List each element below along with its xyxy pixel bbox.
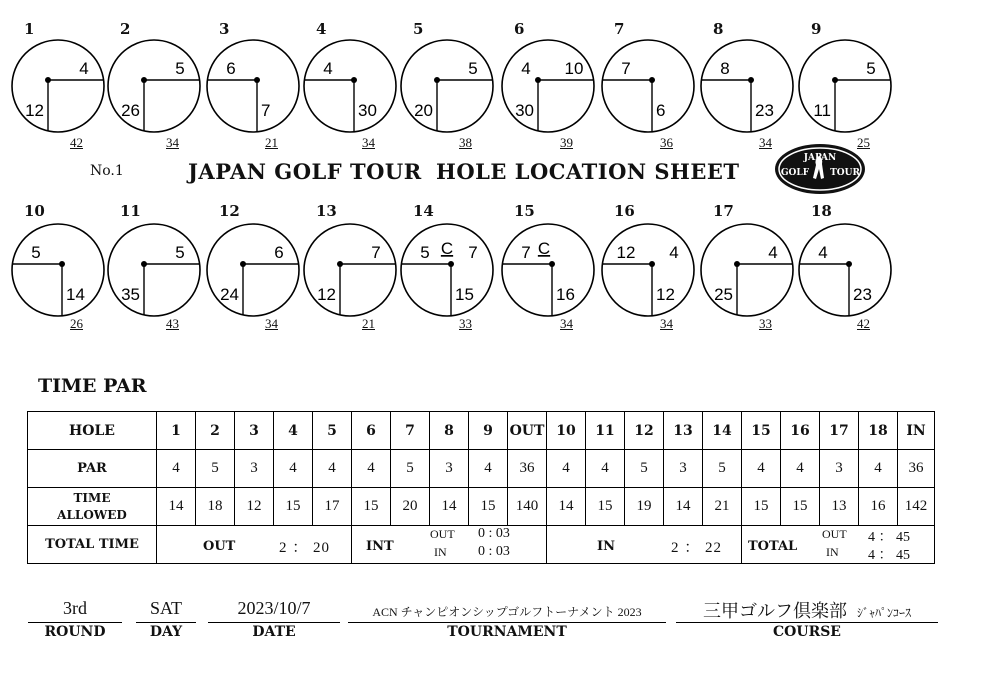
time-label-line1: TIME — [73, 490, 111, 505]
top-right-distance: 5 — [866, 59, 876, 78]
green-circle-hole-1 — [10, 38, 106, 134]
tournament-label: TOURNAMENT — [447, 624, 567, 640]
par-cell: 4 — [586, 450, 625, 488]
green-depth: 33 — [459, 316, 472, 331]
pin-position-dot — [141, 261, 147, 267]
par-cell: 4 — [157, 450, 196, 488]
green-depth: 38 — [459, 135, 472, 150]
hole-number: 15 — [514, 202, 535, 220]
total-in-label: IN — [597, 539, 615, 554]
green-depth: 34 — [166, 135, 179, 150]
green-outline — [304, 40, 396, 132]
total-time-label: TOTAL TIME — [28, 526, 157, 564]
left-distance: 12 — [317, 285, 336, 304]
hole-number: 13 — [316, 202, 337, 220]
par-cell: 5 — [703, 450, 742, 488]
int-out-value: 0 : 03 — [478, 526, 510, 541]
green-depth: 34 — [362, 135, 375, 150]
time-cell: 17 — [313, 488, 352, 526]
hole-number: 14 — [413, 202, 434, 220]
time-cell: 18 — [196, 488, 235, 526]
pin-position-dot — [45, 77, 51, 83]
int-out-label: OUT — [430, 527, 455, 541]
hole-col-in: IN — [898, 412, 935, 450]
hole-col: 3 — [235, 412, 274, 450]
green-circle-hole-9 — [797, 38, 893, 134]
top-right-distance: 7 — [468, 243, 478, 262]
hole-number: 5 — [413, 20, 424, 38]
hole-number: 4 — [316, 20, 327, 38]
date-value: 2023/10/7 — [237, 598, 311, 618]
hole-col: 11 — [586, 412, 625, 450]
par-cell: 4 — [547, 450, 586, 488]
hole-col: 4 — [274, 412, 313, 450]
hole-col: 7 — [391, 412, 430, 450]
green-outline — [401, 224, 493, 316]
time-par-table — [27, 411, 935, 564]
par-cell: 4 — [352, 450, 391, 488]
total-int-cell — [352, 526, 547, 564]
hole-col: 16 — [781, 412, 820, 450]
par-row-label: PAR — [28, 450, 157, 488]
course-value — [676, 597, 938, 623]
pin-position-dot — [549, 261, 555, 267]
time-cell: 15 — [352, 488, 391, 526]
total-total-label: TOTAL — [748, 539, 798, 554]
hole-col: 14 — [703, 412, 742, 450]
hole-row-label: HOLE — [28, 412, 157, 450]
time-cell: 12 — [235, 488, 274, 526]
top-left-distance: 4 — [521, 59, 531, 78]
hole-col: 17 — [820, 412, 859, 450]
green-circle-hole-18 — [797, 222, 893, 318]
top-left-distance: 4 — [818, 243, 828, 262]
center-marker: C — [537, 239, 551, 258]
course-name: 三甲ゴルフ倶楽部 — [702, 601, 847, 622]
par-cell: 5 — [625, 450, 664, 488]
green-outline — [207, 40, 299, 132]
green-circle-hole-13 — [302, 222, 398, 318]
green-circle-hole-4 — [302, 38, 398, 134]
pin-position-dot — [351, 77, 357, 83]
top-left-distance: 12 — [616, 243, 636, 262]
pin-position-dot — [254, 77, 260, 83]
total-total-cell — [742, 526, 935, 564]
right-distance: 23 — [755, 101, 774, 120]
top-left-distance: 6 — [226, 59, 236, 78]
total-in-value: 2 ： 22 — [671, 540, 723, 556]
hole-col: 6 — [352, 412, 391, 450]
green-outline — [602, 40, 694, 132]
green-circle-hole-11 — [106, 222, 202, 318]
hole-col: 5 — [313, 412, 352, 450]
green-circle-hole-17 — [699, 222, 795, 318]
hole-number: 3 — [219, 20, 230, 38]
par-cell: 4 — [781, 450, 820, 488]
par-cell: 4 — [469, 450, 508, 488]
hole-col: 18 — [859, 412, 898, 450]
left-distance: 24 — [220, 285, 239, 304]
pin-position-dot — [832, 77, 838, 83]
par-cell: 4 — [274, 450, 313, 488]
round-label: ROUND — [44, 624, 106, 640]
left-distance: 30 — [515, 101, 534, 120]
top-left-distance: 7 — [621, 59, 631, 78]
total-out-cell — [157, 526, 352, 564]
green-circle-hole-6 — [500, 38, 596, 134]
sheet-number: No.1 — [90, 163, 124, 179]
time-allowed-row — [28, 488, 935, 526]
tot-out-value: 4 ： 45 — [868, 530, 910, 545]
pin-position-dot — [734, 261, 740, 267]
par-cell: 3 — [664, 450, 703, 488]
time-cell: 14 — [157, 488, 196, 526]
green-depth: 34 — [265, 316, 278, 331]
tot-out-label: OUT — [822, 527, 847, 541]
par-row — [28, 450, 935, 488]
green-depth: 42 — [70, 135, 83, 150]
right-distance: 7 — [261, 101, 271, 120]
left-distance: 25 — [714, 285, 733, 304]
green-circle-hole-2 — [106, 38, 202, 134]
pin-position-dot — [535, 77, 541, 83]
time-cell: 15 — [781, 488, 820, 526]
green-outline — [12, 224, 104, 316]
right-distance: 14 — [66, 285, 85, 304]
course-label: COURSE — [773, 624, 841, 640]
top-right-distance: 4 — [669, 243, 679, 262]
hole-col-out: OUT — [508, 412, 547, 450]
time-cell-in: 142 — [898, 488, 935, 526]
pin-position-dot — [649, 261, 655, 267]
green-depth: 34 — [660, 316, 673, 331]
green-depth: 33 — [759, 316, 772, 331]
hole-number: 1 — [24, 20, 35, 38]
top-right-distance: 6 — [274, 243, 284, 262]
pin-position-dot — [141, 77, 147, 83]
jgt-logo — [773, 142, 867, 196]
pin-position-dot — [448, 261, 454, 267]
green-depth: 21 — [362, 316, 375, 331]
top-right-distance: 7 — [371, 243, 381, 262]
top-right-distance: 5 — [468, 59, 478, 78]
par-cell: 3 — [820, 450, 859, 488]
top-left-distance: 5 — [31, 243, 41, 262]
title-japan-golf-tour: JAPAN GOLF TOUR — [188, 159, 422, 184]
right-distance: 30 — [358, 101, 377, 120]
par-cell-in: 36 — [898, 450, 935, 488]
day-value: SAT — [149, 598, 182, 618]
time-cell: 19 — [625, 488, 664, 526]
right-distance: 23 — [853, 285, 872, 304]
time-cell: 15 — [469, 488, 508, 526]
green-circle-hole-10 — [10, 222, 106, 318]
pin-position-dot — [649, 77, 655, 83]
left-distance: 20 — [414, 101, 433, 120]
top-left-distance: 8 — [720, 59, 730, 78]
hole-col: 13 — [664, 412, 703, 450]
green-circle-hole-12 — [205, 222, 301, 318]
green-circle-hole-16 — [600, 222, 696, 318]
right-distance: 12 — [656, 285, 675, 304]
par-cell: 5 — [196, 450, 235, 488]
green-outline — [799, 224, 891, 316]
title-hole-location-sheet: HOLE LOCATION SHEET — [436, 159, 740, 184]
tot-in-value: 4 ： 45 — [868, 548, 910, 563]
left-distance: 26 — [121, 101, 140, 120]
logo-text-top: JAPAN — [803, 153, 837, 163]
green-depth: 42 — [857, 316, 870, 331]
par-cell: 4 — [859, 450, 898, 488]
time-cell: 15 — [274, 488, 313, 526]
int-in-value: 0 : 03 — [478, 544, 510, 559]
tournament-value: ACN チャンピオンシップゴルフトーナメント 2023 — [372, 605, 642, 619]
hole-number: 6 — [514, 20, 525, 38]
pin-position-dot — [240, 261, 246, 267]
hole-col: 15 — [742, 412, 781, 450]
tot-in-label: IN — [826, 545, 839, 559]
course-sub: ｼﾞｬﾊﾟﾝｺｰｽ — [856, 606, 911, 620]
center-marker: C — [440, 239, 454, 258]
top-right-distance: 5 — [175, 59, 185, 78]
green-circle-hole-15 — [500, 222, 596, 318]
hole-number: 8 — [713, 20, 724, 38]
hole-number: 10 — [24, 202, 45, 220]
time-cell: 15 — [742, 488, 781, 526]
par-cell: 3 — [430, 450, 469, 488]
left-distance: 35 — [121, 285, 140, 304]
hole-col: 1 — [157, 412, 196, 450]
time-cell: 21 — [703, 488, 742, 526]
green-outline — [701, 40, 793, 132]
top-right-distance: 4 — [79, 59, 89, 78]
time-cell: 16 — [859, 488, 898, 526]
time-par-heading: TIME PAR — [38, 375, 147, 397]
green-circle-hole-8 — [699, 38, 795, 134]
time-cell: 15 — [586, 488, 625, 526]
right-distance: 15 — [455, 285, 474, 304]
time-label-line2: ALLOWED — [57, 507, 127, 522]
par-cell: 5 — [391, 450, 430, 488]
green-depth: 43 — [166, 316, 179, 331]
total-in-cell — [547, 526, 742, 564]
pin-position-dot — [748, 77, 754, 83]
top-right-distance: 4 — [768, 243, 778, 262]
top-right-distance: 5 — [175, 243, 185, 262]
hole-number: 9 — [811, 20, 822, 38]
time-cell-out: 140 — [508, 488, 547, 526]
hole-col: 8 — [430, 412, 469, 450]
time-cell: 14 — [547, 488, 586, 526]
total-int-label: INT — [366, 539, 394, 554]
pin-position-dot — [846, 261, 852, 267]
par-cell-out: 36 — [508, 450, 547, 488]
hole-row — [28, 412, 935, 450]
time-cell: 13 — [820, 488, 859, 526]
left-distance: 11 — [813, 101, 831, 120]
hole-number: 12 — [219, 202, 240, 220]
green-outline — [602, 224, 694, 316]
time-cell: 20 — [391, 488, 430, 526]
pin-position-dot — [434, 77, 440, 83]
green-depth: 36 — [660, 135, 673, 150]
time-cell: 14 — [430, 488, 469, 526]
time-cell: 14 — [664, 488, 703, 526]
hole-number: 18 — [811, 202, 832, 220]
green-outline — [502, 224, 594, 316]
left-distance: 12 — [25, 101, 44, 120]
par-cell: 4 — [313, 450, 352, 488]
par-cell: 3 — [235, 450, 274, 488]
green-depth: 21 — [265, 135, 278, 150]
total-out-value: 2 ： 20 — [279, 540, 331, 556]
hole-number: 7 — [614, 20, 625, 38]
par-cell: 4 — [742, 450, 781, 488]
round-value: 3rd — [63, 598, 87, 618]
top-right-distance: 10 — [564, 59, 584, 78]
green-depth: 25 — [857, 135, 870, 150]
hole-number: 17 — [713, 202, 734, 220]
pin-position-dot — [59, 261, 65, 267]
hole-col: 12 — [625, 412, 664, 450]
time-allowed-label — [28, 488, 157, 526]
hole-number: 16 — [614, 202, 635, 220]
logo-text-right: TOUR — [830, 168, 860, 178]
hole-col: 2 — [196, 412, 235, 450]
day-label: DAY — [149, 624, 183, 640]
green-depth: 34 — [560, 316, 573, 331]
date-label: DATE — [252, 624, 296, 640]
top-left-distance: 4 — [323, 59, 333, 78]
right-distance: 16 — [556, 285, 575, 304]
total-out-label: OUT — [203, 539, 236, 554]
hole-col: 10 — [547, 412, 586, 450]
right-distance: 6 — [656, 101, 666, 120]
top-left-distance: 7 — [521, 243, 531, 262]
green-circle-hole-7 — [600, 38, 696, 134]
hole-number: 2 — [120, 20, 131, 38]
pin-position-dot — [337, 261, 343, 267]
green-depth: 39 — [560, 135, 573, 150]
int-in-label: IN — [434, 545, 447, 559]
green-depth: 34 — [759, 135, 772, 150]
green-circle-hole-3 — [205, 38, 301, 134]
hole-col: 9 — [469, 412, 508, 450]
total-time-row — [28, 526, 935, 564]
hole-number: 11 — [120, 202, 141, 220]
top-left-distance: 5 — [420, 243, 430, 262]
green-circle-hole-14 — [399, 222, 495, 318]
green-depth: 26 — [70, 316, 83, 331]
green-circle-hole-5 — [399, 38, 495, 134]
logo-text-left: GOLF — [780, 168, 810, 178]
